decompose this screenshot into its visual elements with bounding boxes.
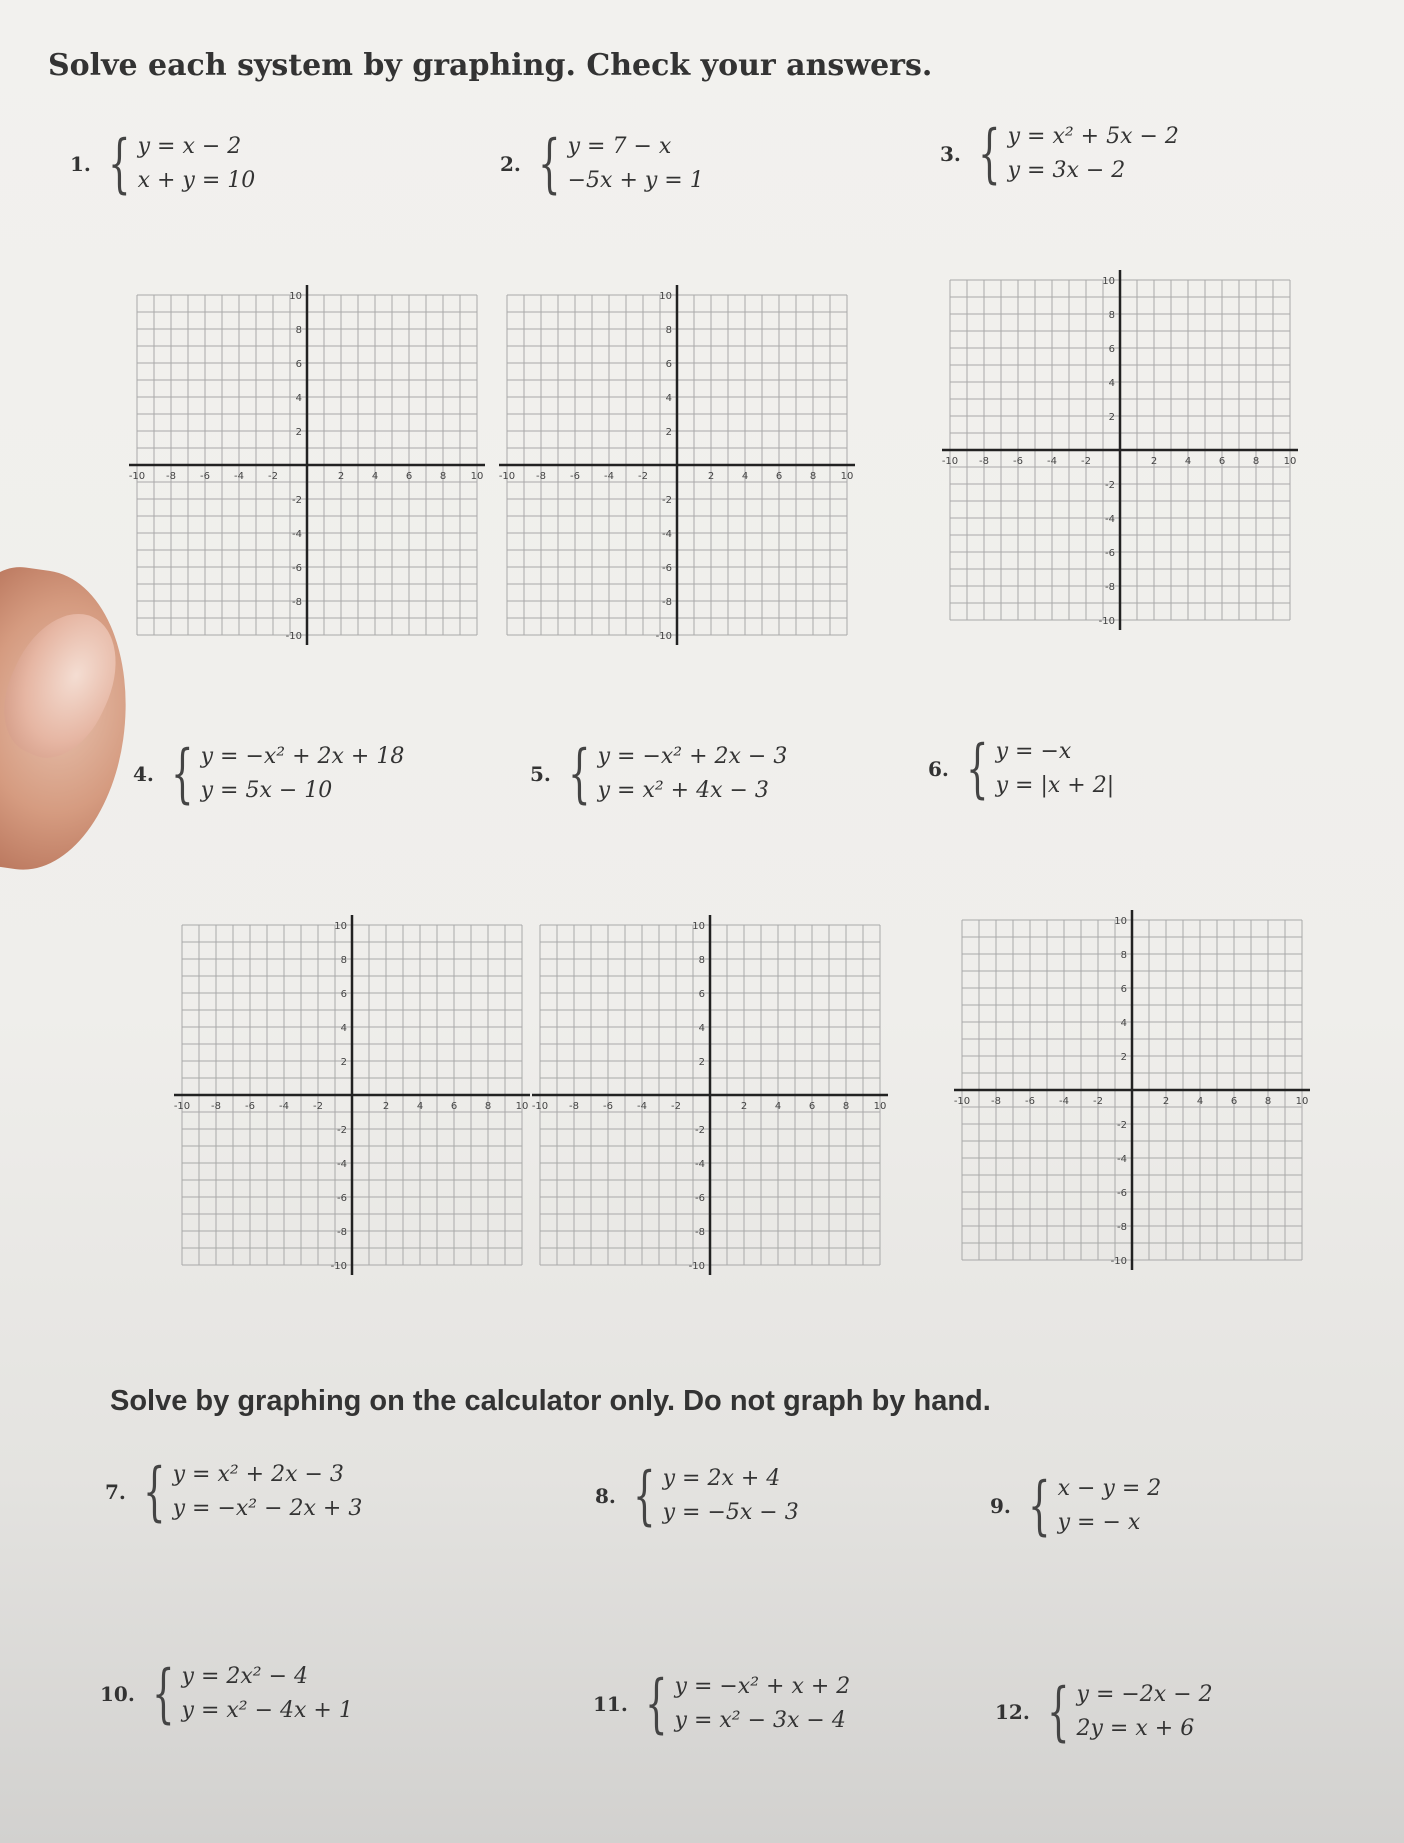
graph-grid-4[interactable] bbox=[172, 910, 532, 1280]
x-tick-label: -10 bbox=[128, 471, 146, 482]
y-tick-label: 10 bbox=[289, 291, 302, 302]
y-tick-label: 6 bbox=[1108, 344, 1115, 355]
x-tick-label: 6 bbox=[775, 471, 783, 482]
y-tick-label: -2 bbox=[337, 1125, 347, 1136]
brace-icon: { bbox=[171, 737, 194, 811]
x-tick-label: -2 bbox=[1093, 1096, 1103, 1107]
x-tick-label: 8 bbox=[1264, 1096, 1272, 1107]
problem-9 bbox=[990, 1469, 1162, 1543]
y-tick-label: -6 bbox=[662, 563, 672, 574]
y-tick-label: 2 bbox=[698, 1057, 705, 1068]
y-tick-label: 4 bbox=[698, 1023, 705, 1034]
x-tick-label: 10 bbox=[1283, 456, 1297, 467]
y-tick-label: 4 bbox=[665, 393, 672, 404]
equation-2: y = −x² − 2x + 3 bbox=[172, 1496, 363, 1521]
problem-number: 6. bbox=[928, 757, 949, 781]
section1-heading: Solve each system by graphing. Check your answers. bbox=[48, 48, 933, 83]
x-tick-label: -6 bbox=[570, 471, 580, 482]
x-tick-label: 4 bbox=[1196, 1096, 1204, 1107]
x-tick-label: 4 bbox=[416, 1101, 424, 1112]
problem-3 bbox=[940, 117, 1179, 191]
coordinate-grid[interactable] bbox=[952, 905, 1312, 1275]
x-tick-label: 8 bbox=[1252, 456, 1260, 467]
x-tick-label: -4 bbox=[637, 1101, 647, 1112]
problem-number: 11. bbox=[593, 1692, 628, 1716]
x-tick-label: -6 bbox=[1025, 1096, 1035, 1107]
x-tick-label: 2 bbox=[1150, 456, 1158, 467]
coordinate-grid[interactable] bbox=[127, 280, 487, 650]
brace-icon: { bbox=[143, 1455, 166, 1529]
y-tick-label: -4 bbox=[337, 1159, 347, 1170]
y-tick-label: -6 bbox=[337, 1193, 347, 1204]
y-tick-label: 8 bbox=[1108, 310, 1115, 321]
y-tick-label: 2 bbox=[1108, 412, 1115, 423]
equation-1: y = 2x² − 4 bbox=[181, 1664, 309, 1689]
graph-grid-3[interactable] bbox=[940, 265, 1300, 635]
graph-grid-5[interactable] bbox=[530, 910, 890, 1280]
y-tick-label: 2 bbox=[295, 427, 302, 438]
y-tick-label: -10 bbox=[1110, 1256, 1127, 1267]
x-tick-label: 6 bbox=[1218, 456, 1226, 467]
y-tick-label: -4 bbox=[695, 1159, 705, 1170]
y-tick-label: 6 bbox=[340, 989, 347, 1000]
x-tick-label: 8 bbox=[809, 471, 817, 482]
y-tick-label: 8 bbox=[698, 955, 705, 966]
y-tick-label: 4 bbox=[295, 393, 302, 404]
brace-icon: { bbox=[1046, 1675, 1070, 1749]
graph-grid-2[interactable] bbox=[497, 280, 857, 650]
y-tick-label: 10 bbox=[692, 921, 705, 932]
y-tick-label: -10 bbox=[1098, 616, 1115, 627]
y-tick-label: -2 bbox=[1117, 1120, 1127, 1131]
brace-icon: { bbox=[151, 1657, 175, 1731]
problem-8 bbox=[595, 1459, 799, 1533]
x-tick-label: -8 bbox=[536, 471, 546, 482]
x-tick-label: 10 bbox=[470, 471, 484, 482]
x-tick-label: -10 bbox=[531, 1101, 549, 1112]
equation-2: y = − x bbox=[1057, 1510, 1141, 1535]
equation-2: y = −5x − 3 bbox=[662, 1500, 799, 1525]
brace-icon: { bbox=[1028, 1469, 1051, 1543]
section2-heading: Solve by graphing on the calculator only. Do not graph by hand. bbox=[110, 1385, 991, 1417]
x-tick-label: -10 bbox=[173, 1101, 191, 1112]
brace-icon: { bbox=[568, 737, 591, 811]
brace-icon: { bbox=[966, 732, 989, 806]
x-tick-label: -8 bbox=[211, 1101, 221, 1112]
equation-2: y = x² + 4x − 3 bbox=[597, 778, 769, 803]
coordinate-grid[interactable] bbox=[940, 265, 1300, 635]
equation-1: y = 7 − x bbox=[567, 134, 672, 159]
y-tick-label: -8 bbox=[1105, 582, 1115, 593]
x-tick-label: -2 bbox=[638, 471, 648, 482]
x-tick-label: -6 bbox=[603, 1101, 613, 1112]
equation-2: x + y = 10 bbox=[137, 168, 256, 193]
problem-2 bbox=[500, 127, 704, 201]
equation-2: y = |x + 2| bbox=[995, 773, 1115, 798]
brace-icon: { bbox=[644, 1667, 668, 1741]
x-tick-label: 6 bbox=[450, 1101, 458, 1112]
y-tick-label: 2 bbox=[1120, 1052, 1127, 1063]
x-tick-label: 6 bbox=[405, 471, 413, 482]
y-tick-label: 10 bbox=[1114, 916, 1127, 927]
x-tick-label: 4 bbox=[371, 471, 379, 482]
y-tick-label: -10 bbox=[688, 1261, 705, 1272]
graph-grid-1[interactable] bbox=[127, 280, 487, 650]
y-tick-label: -8 bbox=[337, 1227, 347, 1238]
y-tick-label: 4 bbox=[1120, 1018, 1127, 1029]
equation-1: y = x² + 2x − 3 bbox=[172, 1462, 344, 1487]
x-tick-label: 2 bbox=[740, 1101, 748, 1112]
y-tick-label: -2 bbox=[695, 1125, 705, 1136]
y-tick-label: -6 bbox=[695, 1193, 705, 1204]
x-tick-label: -4 bbox=[1047, 456, 1057, 467]
equation-2: y = x² − 3x − 4 bbox=[674, 1708, 846, 1733]
y-tick-label: 6 bbox=[665, 359, 672, 370]
x-tick-label: -10 bbox=[941, 456, 959, 467]
y-tick-label: -4 bbox=[292, 529, 302, 540]
y-tick-label: 8 bbox=[295, 325, 302, 336]
equation-2: y = x² − 4x + 1 bbox=[181, 1698, 353, 1723]
problem-number: 5. bbox=[530, 762, 551, 786]
y-tick-label: -2 bbox=[662, 495, 672, 506]
problem-number: 7. bbox=[105, 1480, 126, 1504]
x-tick-label: 4 bbox=[741, 471, 749, 482]
problem-4 bbox=[133, 737, 405, 811]
problem-number: 8. bbox=[595, 1484, 616, 1508]
y-tick-label: 6 bbox=[698, 989, 705, 1000]
x-tick-label: 8 bbox=[484, 1101, 492, 1112]
x-tick-label: 10 bbox=[1295, 1096, 1309, 1107]
y-tick-label: -8 bbox=[1117, 1222, 1127, 1233]
equation-1: y = −x bbox=[995, 739, 1072, 764]
x-tick-label: -10 bbox=[498, 471, 516, 482]
y-tick-label: -6 bbox=[1105, 548, 1115, 559]
x-tick-label: 10 bbox=[873, 1101, 887, 1112]
x-tick-label: -6 bbox=[1013, 456, 1023, 467]
problem-number: 3. bbox=[940, 142, 961, 166]
x-tick-label: -2 bbox=[1081, 456, 1091, 467]
problem-number: 9. bbox=[990, 1494, 1011, 1518]
brace-icon: { bbox=[108, 127, 131, 201]
y-tick-label: 2 bbox=[340, 1057, 347, 1068]
y-tick-label: 6 bbox=[1120, 984, 1127, 995]
x-tick-label: 10 bbox=[840, 471, 854, 482]
equation-1: y = 2x + 4 bbox=[662, 1466, 781, 1491]
y-tick-label: 8 bbox=[1120, 950, 1127, 961]
x-tick-label: 10 bbox=[515, 1101, 529, 1112]
y-tick-label: 2 bbox=[665, 427, 672, 438]
equation-1: y = x² + 5x − 2 bbox=[1007, 124, 1179, 149]
x-tick-label: -6 bbox=[200, 471, 210, 482]
y-tick-label: -2 bbox=[1105, 480, 1115, 491]
x-tick-label: -4 bbox=[1059, 1096, 1069, 1107]
x-tick-label: 2 bbox=[707, 471, 715, 482]
y-tick-label: -10 bbox=[655, 631, 672, 642]
y-tick-label: -6 bbox=[292, 563, 302, 574]
x-tick-label: -6 bbox=[245, 1101, 255, 1112]
equation-2: 2y = x + 6 bbox=[1076, 1716, 1195, 1741]
x-tick-label: -8 bbox=[979, 456, 989, 467]
x-tick-label: -2 bbox=[268, 471, 278, 482]
problem-number: 1. bbox=[70, 152, 91, 176]
y-tick-label: 6 bbox=[295, 359, 302, 370]
brace-icon: { bbox=[633, 1459, 656, 1533]
x-tick-label: 6 bbox=[1230, 1096, 1238, 1107]
problem-11 bbox=[593, 1667, 851, 1741]
problem-6 bbox=[928, 732, 1115, 806]
x-tick-label: -4 bbox=[604, 471, 614, 482]
problem-number: 12. bbox=[995, 1700, 1030, 1724]
x-tick-label: -8 bbox=[166, 471, 176, 482]
problem-number: 2. bbox=[500, 152, 521, 176]
y-tick-label: -8 bbox=[662, 597, 672, 608]
x-tick-label: 4 bbox=[774, 1101, 782, 1112]
y-tick-label: -6 bbox=[1117, 1188, 1127, 1199]
problem-10 bbox=[100, 1657, 353, 1731]
y-tick-label: 10 bbox=[334, 921, 347, 932]
equation-1: y = −2x − 2 bbox=[1076, 1682, 1213, 1707]
x-tick-label: 8 bbox=[842, 1101, 850, 1112]
y-tick-label: 8 bbox=[665, 325, 672, 336]
x-tick-label: -2 bbox=[313, 1101, 323, 1112]
y-tick-label: 4 bbox=[340, 1023, 347, 1034]
x-tick-label: 8 bbox=[439, 471, 447, 482]
y-tick-label: 10 bbox=[659, 291, 672, 302]
y-tick-label: -4 bbox=[1117, 1154, 1127, 1165]
y-tick-label: -8 bbox=[292, 597, 302, 608]
x-tick-label: 2 bbox=[1162, 1096, 1170, 1107]
x-tick-label: -4 bbox=[279, 1101, 289, 1112]
x-tick-label: -2 bbox=[671, 1101, 681, 1112]
x-tick-label: -8 bbox=[991, 1096, 1001, 1107]
x-tick-label: -4 bbox=[234, 471, 244, 482]
problem-5 bbox=[530, 737, 788, 811]
equation-2: y = 3x − 2 bbox=[1007, 158, 1126, 183]
x-tick-label: 2 bbox=[382, 1101, 390, 1112]
y-tick-label: 10 bbox=[1102, 276, 1115, 287]
problem-number: 10. bbox=[100, 1682, 135, 1706]
x-tick-label: 2 bbox=[337, 471, 345, 482]
equation-1: y = x − 2 bbox=[137, 134, 242, 159]
y-tick-label: -4 bbox=[1105, 514, 1115, 525]
equation-2: −5x + y = 1 bbox=[567, 168, 704, 193]
brace-icon: { bbox=[978, 117, 1001, 191]
equation-1: y = −x² + 2x − 3 bbox=[597, 744, 788, 769]
y-tick-label: -2 bbox=[292, 495, 302, 506]
coordinate-grid[interactable] bbox=[530, 910, 890, 1280]
equation-1: x − y = 2 bbox=[1057, 1476, 1162, 1501]
y-tick-label: -10 bbox=[330, 1261, 347, 1272]
equation-1: y = −x² + 2x + 18 bbox=[200, 744, 405, 769]
equation-1: y = −x² + x + 2 bbox=[674, 1674, 851, 1699]
equation-2: y = 5x − 10 bbox=[200, 778, 333, 803]
problem-12 bbox=[995, 1675, 1213, 1749]
graph-grid-6[interactable] bbox=[952, 905, 1312, 1275]
coordinate-grid[interactable] bbox=[497, 280, 857, 650]
x-tick-label: 6 bbox=[808, 1101, 816, 1112]
problem-number: 4. bbox=[133, 762, 154, 786]
x-tick-label: 4 bbox=[1184, 456, 1192, 467]
problem-7 bbox=[105, 1455, 363, 1529]
problem-1 bbox=[70, 127, 256, 201]
x-tick-label: -8 bbox=[569, 1101, 579, 1112]
coordinate-grid[interactable] bbox=[172, 910, 532, 1280]
y-tick-label: -10 bbox=[285, 631, 302, 642]
x-tick-label: -10 bbox=[953, 1096, 971, 1107]
y-tick-label: -4 bbox=[662, 529, 672, 540]
brace-icon: { bbox=[538, 127, 561, 201]
y-tick-label: 8 bbox=[340, 955, 347, 966]
y-tick-label: -8 bbox=[695, 1227, 705, 1238]
y-tick-label: 4 bbox=[1108, 378, 1115, 389]
